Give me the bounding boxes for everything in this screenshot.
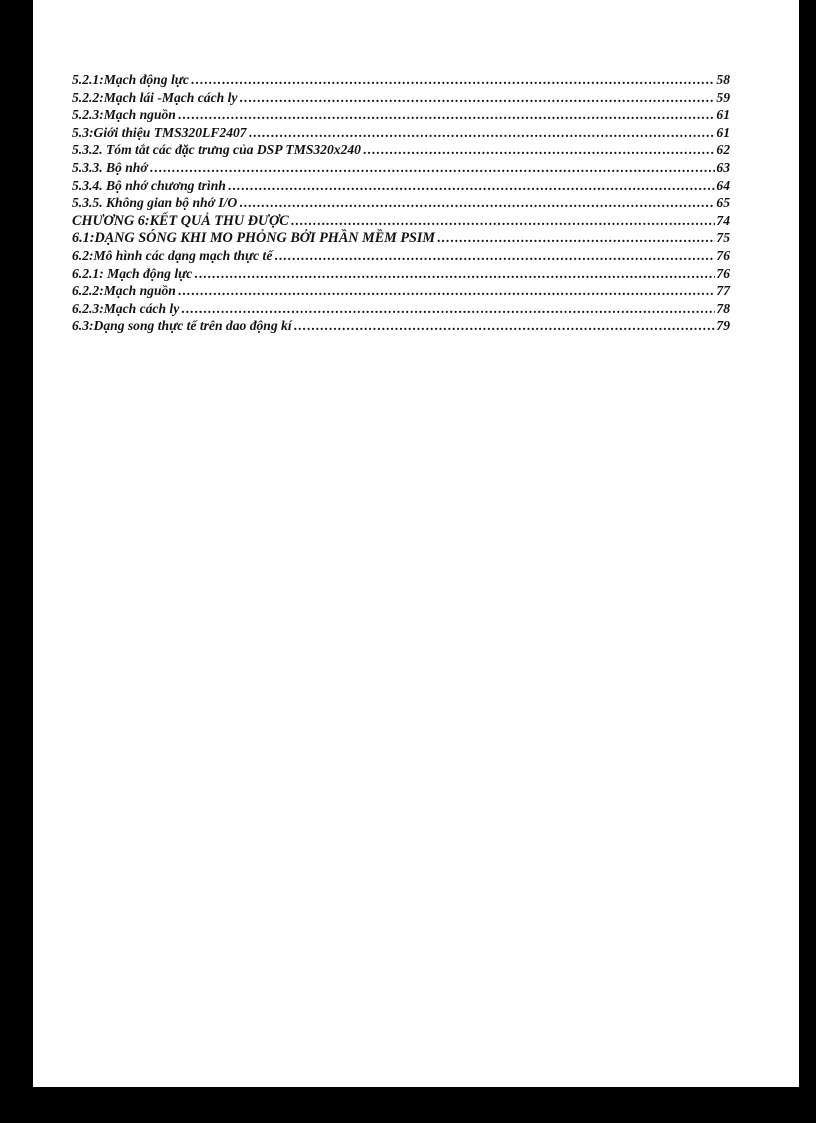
toc-leader-dots bbox=[239, 89, 715, 107]
toc-entry-page: 61 bbox=[716, 107, 730, 123]
toc-entry-title: 5.3.2. Tóm tắt các đặc trưng của DSP TMS320x240 bbox=[72, 142, 361, 158]
toc-entry-title: CHƯƠNG 6:KẾT QUẢ THU ĐƯỢC bbox=[72, 212, 289, 229]
toc-leader-dots bbox=[274, 247, 715, 265]
toc-entry-page: 74 bbox=[716, 212, 730, 228]
toc-entry[interactable] bbox=[72, 124, 730, 142]
toc-entry-page: 79 bbox=[716, 318, 730, 334]
toc-entry-page: 78 bbox=[716, 300, 730, 316]
toc-leader-dots bbox=[228, 177, 716, 195]
toc-entry-page: 64 bbox=[716, 177, 730, 193]
toc-entry-page: 63 bbox=[716, 159, 730, 175]
toc-leader-dots bbox=[191, 71, 716, 89]
table-of-contents bbox=[72, 71, 730, 335]
toc-entry[interactable] bbox=[72, 247, 730, 265]
toc-entry-title: 5.3.4. Bộ nhớ chương trình bbox=[72, 177, 226, 193]
toc-entry-page: 65 bbox=[716, 195, 730, 211]
toc-entry-page: 62 bbox=[716, 142, 730, 158]
toc-leader-dots bbox=[363, 141, 715, 159]
toc-entry-title: 5.3.3. Bộ nhớ bbox=[72, 159, 148, 175]
toc-leader-dots bbox=[181, 300, 715, 318]
toc-entry-title: 5.2.1:Mạch động lực bbox=[72, 72, 189, 87]
toc-entry[interactable] bbox=[72, 265, 730, 283]
toc-leader-dots bbox=[294, 317, 716, 335]
toc-leader-dots bbox=[249, 124, 716, 142]
toc-entry[interactable] bbox=[72, 106, 730, 124]
toc-entry-title: 5.2.3:Mạch nguồn bbox=[72, 107, 176, 123]
toc-leader-dots bbox=[291, 212, 716, 230]
toc-entry[interactable] bbox=[72, 282, 730, 300]
toc-leader-dots bbox=[239, 194, 715, 212]
toc-entry-page: 76 bbox=[716, 265, 730, 281]
toc-entry[interactable] bbox=[72, 177, 730, 195]
toc-chapter-entry[interactable] bbox=[72, 212, 730, 230]
toc-entry-title: 5.3:Giới thiệu TMS320LF2407 bbox=[72, 124, 247, 140]
toc-entry[interactable] bbox=[72, 71, 730, 89]
toc-entry-title: 6.2.3:Mạch cách ly bbox=[72, 300, 180, 316]
toc-entry-title: 6.2:Mô hình các dạng mạch thực tế bbox=[72, 247, 273, 263]
toc-section-entry[interactable] bbox=[72, 229, 730, 247]
toc-leader-dots bbox=[150, 159, 716, 177]
toc-entry-title: 5.3.5. Không gian bộ nhớ I/O bbox=[72, 195, 238, 211]
toc-entry-title: 6.1:DẠNG SÓNG KHI MO PHỎNG BỞI PHẦN MỀM PSIM bbox=[72, 230, 436, 247]
toc-entry-page: 58 bbox=[716, 72, 730, 87]
toc-leader-dots bbox=[194, 265, 715, 283]
toc-entry[interactable] bbox=[72, 317, 730, 335]
toc-entry-page: 75 bbox=[716, 230, 730, 246]
toc-entry[interactable] bbox=[72, 89, 730, 107]
toc-leader-dots bbox=[437, 229, 715, 247]
toc-entry-title: 6.2.1: Mạch động lực bbox=[72, 265, 193, 281]
toc-entry-page: 59 bbox=[716, 89, 730, 105]
toc-entry-title: 6.3:Dạng song thực tế trên dao động kí bbox=[72, 318, 292, 334]
toc-entry[interactable] bbox=[72, 141, 730, 159]
toc-entry-page: 61 bbox=[716, 124, 730, 140]
toc-entry-title: 6.2.2:Mạch nguồn bbox=[72, 283, 176, 299]
toc-leader-dots bbox=[178, 282, 716, 300]
toc-entry-page: 76 bbox=[716, 247, 730, 263]
toc-entry[interactable] bbox=[72, 194, 730, 212]
toc-entry[interactable] bbox=[72, 159, 730, 177]
toc-entry[interactable] bbox=[72, 300, 730, 318]
toc-entry-title: 5.2.2:Mạch lái -Mạch cách ly bbox=[72, 89, 238, 105]
toc-leader-dots bbox=[178, 106, 716, 124]
toc-entry-page: 77 bbox=[716, 283, 730, 299]
